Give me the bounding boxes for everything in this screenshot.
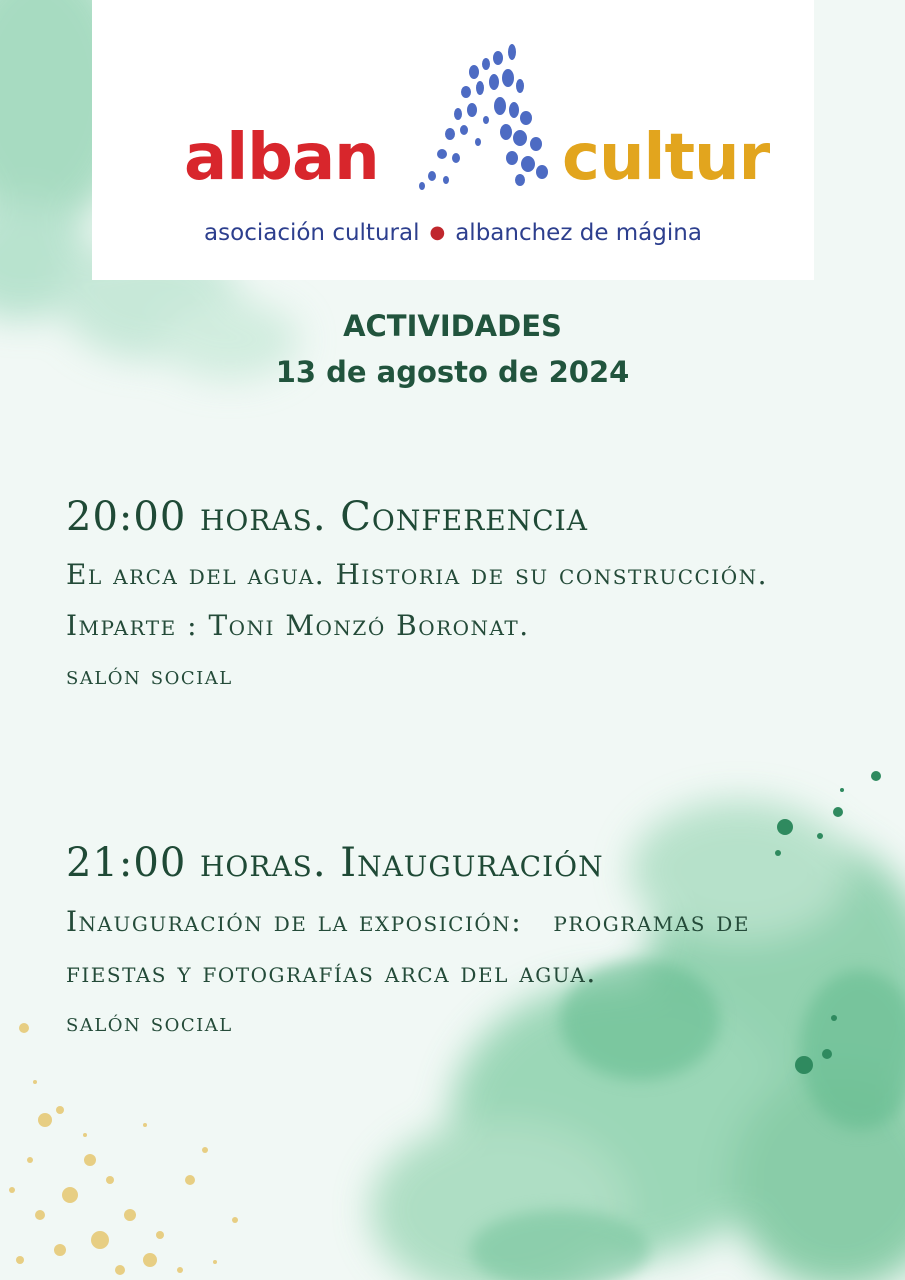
logo-tagline-town: albanchez de mágina — [455, 220, 702, 246]
logo-word-cultur: cultur — [562, 121, 770, 195]
event-description-line: fiestas y fotografías arca del agua. — [66, 956, 597, 989]
page-title: ACTIVIDADES — [343, 309, 562, 343]
event-location: salón social — [66, 1008, 233, 1037]
event-title-conferencia: 20:00 horas. Conferencia — [66, 494, 588, 540]
logo-tagline-association: asociación cultural — [204, 220, 420, 246]
event-description-line: Inauguración de la exposición: programas de — [66, 905, 750, 938]
event-location: salón social — [66, 661, 233, 690]
bullet-dot-icon: ● — [429, 222, 446, 243]
logo — [92, 0, 814, 280]
logo-word-alban: alban — [184, 121, 379, 195]
logo-tagline — [92, 220, 814, 246]
event-description-line: El arca del agua. Historia de su construcción. — [66, 558, 768, 591]
event-speaker-line: Imparte : Toni Monzó Boronat. — [66, 609, 530, 642]
page-date: 13 de agosto de 2024 — [275, 355, 630, 389]
event-title-inauguracion: 21:00 horas. Inauguración — [66, 840, 604, 886]
logo-hand-letter-icon — [402, 30, 562, 195]
